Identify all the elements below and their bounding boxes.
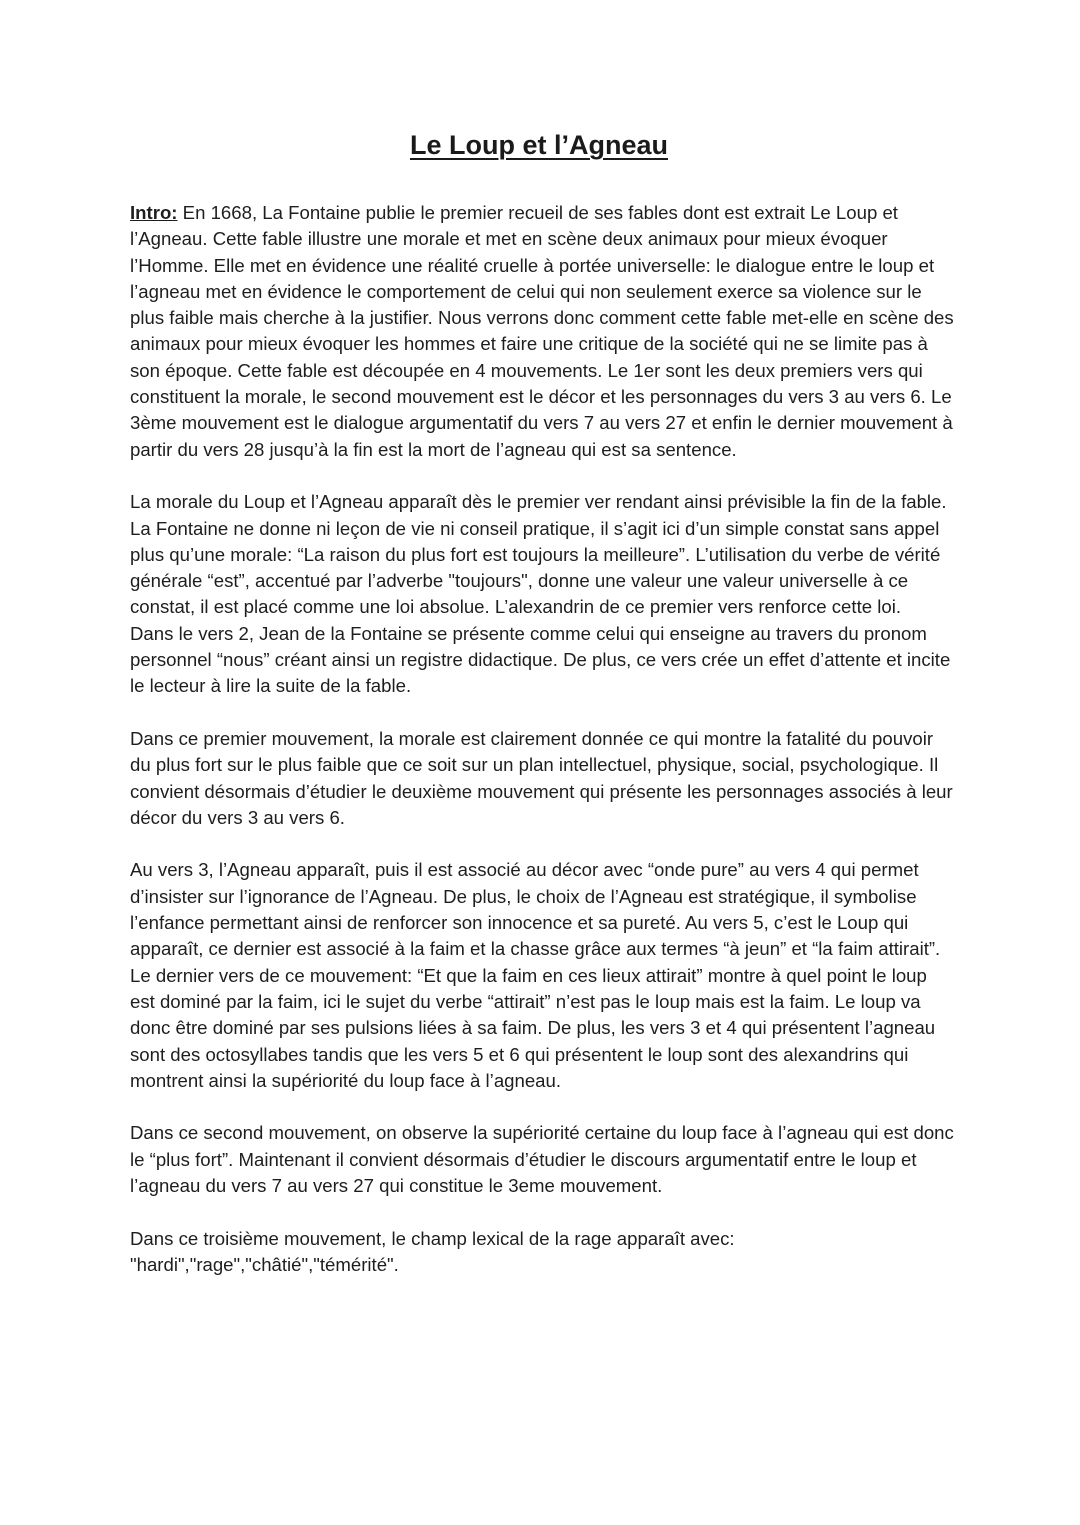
paragraph-troisieme-mouvement: Dans ce troisième mouvement, le champ lexical de la rage apparaît avec: "hardi","rage","châtié","témérité". bbox=[130, 1227, 735, 1275]
paragraph-vers-2: Dans le vers 2, Jean de la Fontaine se présente comme celui qui enseigne au travers du pronom personnel “nous” créant ainsi un registre didactique. De plus, ce vers crée un effet d’attente et incite le lecteur à lire la suite de la fable. bbox=[130, 622, 951, 697]
intro-text: En 1668, La Fontaine publie le premier recueil de ses fables dont est extrait Le Loup et l’Agneau. Cette fable illustre une morale et met en scène deux animaux pour mieux évoquer l’Homme. Elle met en évidence une réalité cruelle à portée universelle: le dialogue entre le loup et l’agneau met en évidence le comportement de celui qui non seulement exerce sa violence sur le plus faible mais cherche à la justifier. Nous verrons donc comment cette fable met-elle en scène des animaux pour mieux évoquer les hommes et faire une critique de la société qui ne se limite pas à son époque. Cette fable est découpée en 4 mouvements. Le 1er sont les deux premiers vers qui constituent la morale, le second mouvement est le décor et les personnages du vers 3 au vers 6. Le 3ème mouvement est le dialogue argumentatif du vers 7 au vers 27 et enfin le dernier mouvement à partir du vers 28 jusqu’à la fin est la mort de l’agneau qui est sa sentence. bbox=[130, 202, 954, 460]
intro-paragraph bbox=[130, 200, 956, 463]
document-title: Le Loup et l’Agneau bbox=[409, 130, 668, 160]
paragraph-vers-3-6: Au vers 3, l’Agneau apparaît, puis il est associé au décor avec “onde pure” au vers 4 qui permet d’insister sur l’ignorance de l’Agneau. De plus, le choix de l’Agneau est stratégique, il symbolise l’enfance permettant ainsi de renforcer son innocence et sa pureté. Au vers 5, c’est le Loup qui apparaît, ce dernier est associé à la faim et la chasse grâce aux termes “à jeun” et “la faim attirait”. Le dernier vers de ce mouvement: “Et que la faim en ces lieux attirait” montre à quel point le loup est dominé par la faim, ici le sujet du verbe “attirait” n’est pas le loup mais est la faim. Le loup va donc être dominé par ses pulsions liées à sa faim. De plus, les vers 3 et 4 qui présentent l’agneau sont des octosyllabes tandis que les vers 5 et 6 qui présentent le loup sont des alexandrins qui montrent ainsi la supériorité du loup face à l’agneau. bbox=[130, 859, 941, 1091]
paragraph-second-mouvement: Dans ce second mouvement, on observe la supériorité certaine du loup face à l’agneau qui est donc le “plus fort”. Maintenant il convient désormais d’étudier le discours argumentatif entre le loup et l’agneau du vers 7 au vers 27 qui constitue le 3eme mouvement. bbox=[130, 1122, 954, 1196]
paragraph-morale: La morale du Loup et l’Agneau apparaît dès le premier ver rendant ainsi prévisible la fin de la fable. La Fontaine ne donne ni leçon de vie ni conseil pratique, il s’agit ici d’un simple constat sans appel plus qu’une morale: “La raison du plus fort est toujours la meilleure”. L’utilisation du verbe de vérité générale “est”, accentué par l’adverbe "toujours", donne une valeur une valeur universelle à ce constat, il est placé comme une loi absolue. L’alexandrin de ce premier vers renforce cette loi. bbox=[130, 491, 947, 618]
intro-label: Intro: bbox=[130, 202, 178, 223]
document-body bbox=[130, 200, 956, 1304]
paragraph-premier-mouvement: Dans ce premier mouvement, la morale est clairement donnée ce qui montre la fatalité du pouvoir du plus fort sur le plus faible que ce soit sur un plan intellectuel, physique, social, psychologique. Il convient désormais d’étudier le deuxième mouvement qui présente les personnages associés à leur décor du vers 3 au vers 6. bbox=[130, 727, 953, 828]
